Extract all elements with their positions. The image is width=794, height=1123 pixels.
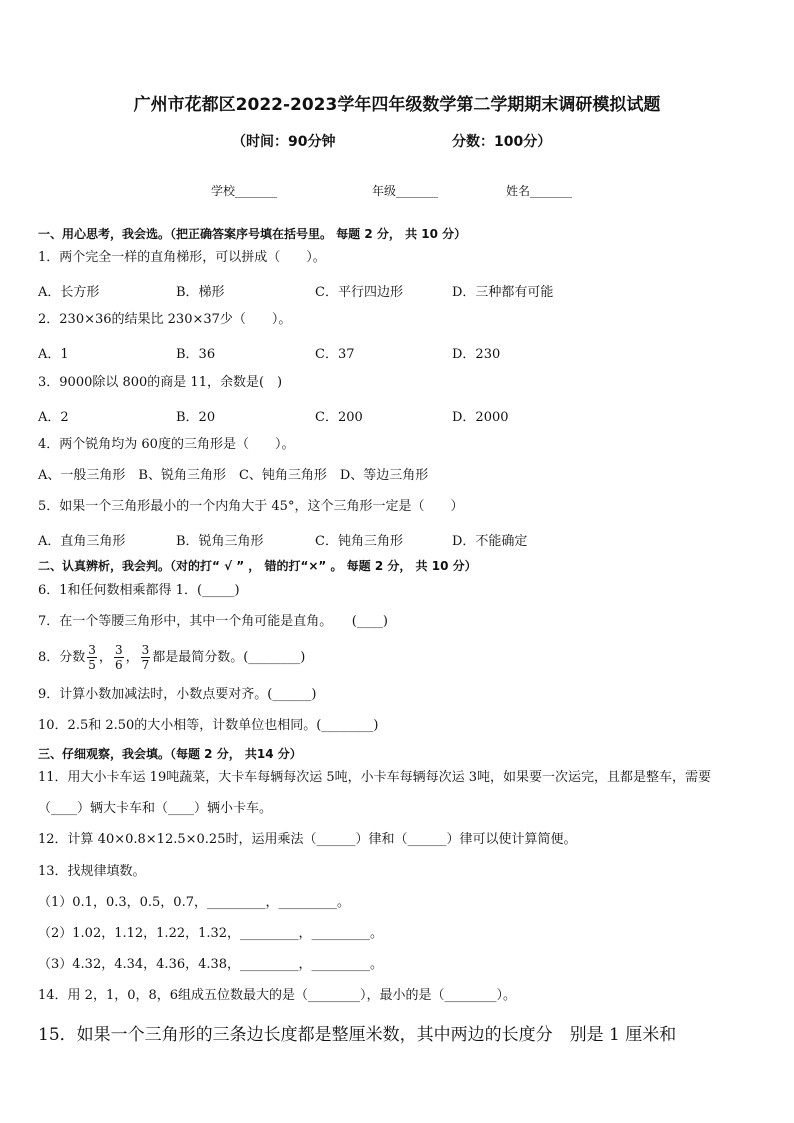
option-d[interactable]: D．2000 [452,410,509,425]
section-1-heading: 一、用心思考，我会选。（把正确答案序号填在括号里。 每题 2 分， 共 10 分） [38,227,467,241]
option-c[interactable]: C．平行四边形 [315,285,403,300]
question-13: 13．找规律填数。 [38,864,146,879]
question-13-part-2: （2）1.02，1.12，1.22，1.32，_________，_________。 [38,926,384,941]
option-d[interactable]: D．230 [452,347,501,362]
question-3: 3．9000除以 800的商是 11，余数是( ) [38,375,283,390]
question-12: 12．计算 40×0.8×12.5×0.25时，运用乘法（______）律和（______）律可以使计算简便。 [38,832,577,847]
section-2-heading: 二、认真辨析，我会判。（对的打“ √ ” ， 错的打“×” 。 每题 2 分， 共 10 分） [38,559,477,573]
option-a[interactable]: A．直角三角形 [38,534,126,549]
question-7: 7．在一个等腰三角形中，其中一个角可能是直角。 (____) [38,614,388,629]
option-b[interactable]: B．梯形 [176,285,225,300]
question-5: 5．如果一个三角形最小的一个内角大于 45°，这个三角形一定是（ ） [38,499,464,514]
question-13-part-1: （1）0.1，0.3，0.5，0.7，_________，_________。 [38,895,350,910]
option-d[interactable]: D．不能确定 [452,534,528,549]
question-8: 8．分数 $\frac{3}{5}$ ， $\frac{3}{6}$ ， $\frac{3}{7}$ 都是最简分数。(________) [38,643,306,672]
option-a[interactable]: A．2 [38,410,69,425]
question-8-prefix: 8．分数 [38,650,86,665]
page-title: 广州市花都区2022-2023学年四年级数学第二学期期末调研模拟试题 [133,95,661,115]
question-2: 2．230×36的结果比 230×37少（ ）。 [38,312,292,327]
exam-time: （时间：90分钟 [232,134,336,150]
fraction-3-5: $\frac{3}{5}$ [88,643,96,672]
exam-score: 分数：100分） [452,134,552,150]
option-c[interactable]: C．37 [315,347,355,362]
option-b[interactable]: B．36 [176,347,216,362]
name-field[interactable]: 姓名_______ [506,184,573,198]
question-1: 1．两个完全一样的直角梯形，可以拼成（ ）。 [38,250,326,265]
question-4: 4．两个锐角均为 60度的三角形是（ ）。 [38,437,295,452]
question-4-options[interactable]: A、一般三角形 B、锐角三角形 C、钝角三角形 D、等边三角形 [38,468,429,483]
question-11-line-1: 11．用大小卡车运 19吨蔬菜，大卡车每辆每次运 5吨，小卡车每辆每次运 3吨，如果要一次运完，且都是整车，需要 [38,770,712,785]
fraction-3-7: $\frac{3}{7}$ [141,643,150,672]
question-14: 14．用 2，1，0，8，6组成五位数最大的是（________），最小的是（________）。 [38,988,517,1003]
fraction-3-6: $\frac{3}{6}$ [114,643,123,672]
option-b[interactable]: B．20 [176,410,216,425]
question-13-part-3: （3）4.32，4.34，4.36，4.38，_________，_________。 [38,957,384,972]
question-8-suffix: 都是最简分数。(________) [152,650,306,665]
option-a[interactable]: A．长方形 [38,285,100,300]
grade-field[interactable]: 年级_______ [372,184,439,198]
option-a[interactable]: A．1 [38,347,69,362]
option-c[interactable]: C．200 [315,410,363,425]
option-c[interactable]: C．钝角三角形 [315,534,403,549]
section-3-heading: 三、仔细观察，我会填。（每题 2 分， 共14 分） [38,747,302,761]
question-6: 6．1和任何数相乘都得 1．(_____) [38,583,240,598]
option-d[interactable]: D．三种都有可能 [452,285,554,300]
question-15: 15．如果一个三角形的三条边长度都是整厘米数，其中两边的长度分 别是 1 厘米和 [38,1025,677,1045]
question-11-line-2: （____）辆大卡车和（____）辆小卡车。 [38,801,273,816]
school-field[interactable]: 学校_______ [211,184,278,198]
question-10: 10．2.5和 2.50的大小相等，计数单位也相同。(________) [38,718,379,733]
option-b[interactable]: B．锐角三角形 [176,534,264,549]
question-9: 9．计算小数加减法时，小数点要对齐。(______) [38,687,317,702]
